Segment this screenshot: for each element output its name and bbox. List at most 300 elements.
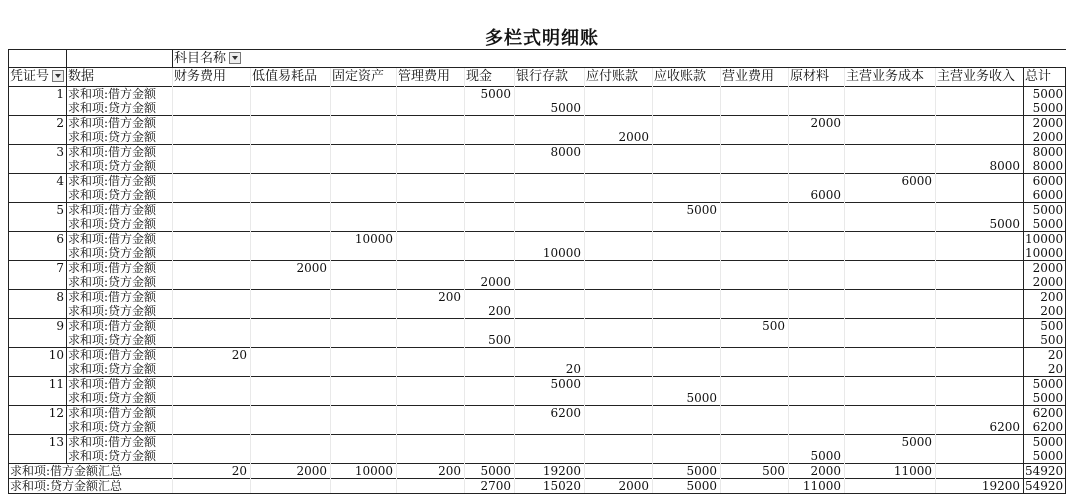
column-header: 主营业务收入 [936,68,1024,87]
data-label: 求和项:借方金额 [67,435,173,450]
value-cell [397,319,465,334]
value-cell [397,391,465,406]
value-cell [251,246,331,261]
value-cell [397,217,465,232]
value-cell [251,87,331,102]
value-cell: 5000 [936,217,1024,232]
value-cell [653,290,721,305]
value-cell [515,174,585,189]
voucher-number: 11 [9,377,67,392]
total-cell: 8000 [1024,145,1066,160]
value-cell [789,333,845,348]
value-cell [515,261,585,276]
total-cell: 8000 [1024,159,1066,174]
value-cell [397,304,465,319]
value-cell [251,145,331,160]
page-title: 多栏式明细账 [485,28,599,49]
total-cell: 500 [1024,333,1066,348]
value-cell: 500 [721,319,789,334]
value-cell [721,232,789,247]
value-cell [936,319,1024,334]
value-cell [789,217,845,232]
value-cell [789,290,845,305]
value-cell [465,435,515,450]
value-cell: 20 [515,362,585,377]
value-cell [397,362,465,377]
value-cell [397,261,465,276]
table-row [9,420,1066,435]
value-cell [845,377,936,392]
value-cell [789,420,845,435]
value-cell [936,145,1024,160]
voucher-number [9,333,67,348]
value-cell [515,275,585,290]
value-cell [173,87,251,102]
total-cell: 5000 [1024,87,1066,102]
value-cell: 5000 [465,87,515,102]
value-cell [721,188,789,203]
value-cell [251,232,331,247]
value-cell [721,435,789,450]
value-cell [397,159,465,174]
value-cell [173,333,251,348]
total-cell: 5000 [1024,101,1066,116]
voucher-number: 4 [9,174,67,189]
voucher-number [9,420,67,435]
voucher-number [9,275,67,290]
column-header: 银行存款 [515,68,585,87]
value-cell [331,275,397,290]
value-cell [397,116,465,131]
data-label: 求和项:贷方金额 [67,217,173,232]
value-cell [585,275,653,290]
data-label: 求和项:贷方金额 [67,101,173,116]
value-cell [331,159,397,174]
value-cell [251,333,331,348]
value-cell [465,348,515,363]
value-cell [173,290,251,305]
value-cell [251,116,331,131]
value-cell [789,232,845,247]
value-cell: 10000 [515,246,585,261]
value-cell [331,333,397,348]
value-cell [936,391,1024,406]
value-cell: 5000 [653,464,721,479]
value-cell [331,174,397,189]
value-cell [653,246,721,261]
value-cell: 11000 [845,464,936,479]
value-cell [721,203,789,218]
row-field-header[interactable] [9,68,67,87]
total-cell: 6200 [1024,420,1066,435]
voucher-number: 10 [9,348,67,363]
grand-total-label: 求和项:贷方金额汇总 [9,479,173,494]
value-cell [465,246,515,261]
value-cell: 5000 [653,203,721,218]
table-row [9,116,1066,131]
value-cell [515,333,585,348]
value-cell [173,217,251,232]
value-cell [936,290,1024,305]
value-cell [173,479,251,494]
value-cell [936,304,1024,319]
total-cell: 6000 [1024,188,1066,203]
value-cell [251,290,331,305]
voucher-number [9,362,67,377]
value-cell [845,362,936,377]
table-row [9,130,1066,145]
value-cell [331,145,397,160]
total-cell: 2000 [1024,275,1066,290]
value-cell [173,391,251,406]
value-cell [845,479,936,494]
voucher-number [9,188,67,203]
value-cell [585,333,653,348]
value-cell [936,261,1024,276]
value-cell [173,435,251,450]
value-cell [845,232,936,247]
value-cell [331,449,397,464]
value-cell [585,246,653,261]
value-cell [653,304,721,319]
value-cell: 200 [397,464,465,479]
value-cell [515,116,585,131]
value-cell: 500 [465,333,515,348]
table-row [9,391,1066,406]
grand-total-row [9,464,1066,479]
pivot-table [8,49,1066,494]
value-cell [789,130,845,145]
value-cell [653,333,721,348]
value-cell [251,275,331,290]
value-cell [936,116,1024,131]
voucher-number [9,246,67,261]
value-cell [653,420,721,435]
value-cell [465,159,515,174]
value-cell [331,362,397,377]
value-cell [721,391,789,406]
data-label: 求和项:贷方金额 [67,391,173,406]
total-cell: 5000 [1024,217,1066,232]
voucher-number [9,449,67,464]
value-cell [585,377,653,392]
value-cell [585,87,653,102]
value-cell [173,275,251,290]
value-cell [585,116,653,131]
value-cell [845,246,936,261]
value-cell [653,159,721,174]
voucher-number: 12 [9,406,67,421]
value-cell [465,145,515,160]
voucher-number: 1 [9,87,67,102]
total-cell: 6000 [1024,174,1066,189]
table-row [9,203,1066,218]
value-cell [331,391,397,406]
value-cell [397,479,465,494]
table-row [9,333,1066,348]
value-cell [653,449,721,464]
value-cell [845,116,936,131]
value-cell [721,479,789,494]
value-cell [251,420,331,435]
value-cell [585,290,653,305]
field-header-cell[interactable] [173,50,1066,68]
voucher-number: 9 [9,319,67,334]
value-cell [936,203,1024,218]
value-cell [251,174,331,189]
value-cell [721,145,789,160]
column-header: 主营业务成本 [845,68,936,87]
value-cell [397,275,465,290]
value-cell [465,290,515,305]
value-cell [397,130,465,145]
value-cell [653,406,721,421]
value-cell [173,116,251,131]
table-row [9,290,1066,305]
value-cell [331,101,397,116]
value-cell [465,319,515,334]
value-cell [936,174,1024,189]
value-cell [585,217,653,232]
value-cell [789,203,845,218]
value-cell [515,159,585,174]
value-cell: 11000 [789,479,845,494]
value-cell [721,362,789,377]
value-cell [465,391,515,406]
value-cell [845,159,936,174]
value-cell [721,174,789,189]
value-cell [251,203,331,218]
voucher-number: 5 [9,203,67,218]
value-cell [721,290,789,305]
total-cell: 2000 [1024,130,1066,145]
value-cell [789,391,845,406]
value-cell [845,275,936,290]
total-cell: 20 [1024,348,1066,363]
data-label: 求和项:贷方金额 [67,275,173,290]
value-cell: 200 [465,304,515,319]
row-field-label: 凭证号 [10,69,50,84]
value-cell [653,174,721,189]
value-cell [721,246,789,261]
value-cell [331,435,397,450]
value-cell: 10000 [331,464,397,479]
value-cell [397,348,465,363]
table-row [9,348,1066,363]
column-header: 财务费用 [173,68,251,87]
value-cell: 5000 [515,377,585,392]
value-cell [397,87,465,102]
value-cell: 2000 [585,130,653,145]
value-cell [585,420,653,435]
value-cell [515,130,585,145]
data-label: 求和项:借方金额 [67,377,173,392]
value-cell [173,362,251,377]
value-cell [653,319,721,334]
value-cell [173,101,251,116]
value-cell [789,377,845,392]
value-cell: 2000 [789,116,845,131]
voucher-number [9,101,67,116]
value-cell [251,188,331,203]
value-cell [789,174,845,189]
table-row [9,246,1066,261]
value-cell [789,348,845,363]
value-cell [515,304,585,319]
total-cell: 5000 [1024,449,1066,464]
value-cell: 8000 [515,145,585,160]
value-cell [585,261,653,276]
value-cell [721,275,789,290]
value-cell [397,333,465,348]
total-cell: 10000 [1024,232,1066,247]
value-cell [331,87,397,102]
value-cell [173,406,251,421]
table-row [9,449,1066,464]
value-cell [251,391,331,406]
value-cell [331,479,397,494]
value-cell [845,145,936,160]
value-cell [721,449,789,464]
value-cell [845,391,936,406]
value-cell [653,116,721,131]
total-cell: 500 [1024,319,1066,334]
data-label: 求和项:贷方金额 [67,420,173,435]
value-cell [721,377,789,392]
table-row [9,87,1066,102]
value-cell [465,406,515,421]
value-cell [465,188,515,203]
value-cell [173,174,251,189]
value-cell: 5000 [515,101,585,116]
value-cell [397,203,465,218]
table-row [9,377,1066,392]
value-cell: 2000 [465,275,515,290]
data-label: 求和项:贷方金额 [67,449,173,464]
voucher-number: 2 [9,116,67,131]
value-cell [721,261,789,276]
total-cell: 20 [1024,362,1066,377]
data-label: 求和项:借方金额 [67,319,173,334]
value-cell [397,145,465,160]
value-cell [845,203,936,218]
row-filter-dropdown-icon[interactable] [52,70,64,82]
value-cell [173,159,251,174]
value-cell [845,87,936,102]
column-header: 原材料 [789,68,845,87]
data-label: 求和项:贷方金额 [67,159,173,174]
value-cell [653,362,721,377]
value-cell [331,246,397,261]
value-cell [251,362,331,377]
column-header: 应收账款 [653,68,721,87]
value-cell [653,87,721,102]
value-cell [653,101,721,116]
value-cell: 2000 [251,261,331,276]
column-header-row [9,68,1066,87]
value-cell [845,319,936,334]
value-cell [789,319,845,334]
data-label: 求和项:借方金额 [67,116,173,131]
data-label: 求和项:借方金额 [67,145,173,160]
value-cell [465,116,515,131]
value-cell: 5000 [465,464,515,479]
value-cell [845,348,936,363]
value-cell: 6000 [789,188,845,203]
value-cell [251,304,331,319]
voucher-number [9,159,67,174]
value-cell [585,391,653,406]
value-cell [515,203,585,218]
voucher-number [9,130,67,145]
total-cell: 5000 [1024,203,1066,218]
value-cell [585,406,653,421]
field-filter-dropdown-icon[interactable] [229,52,241,64]
value-cell [465,449,515,464]
value-cell [789,87,845,102]
value-cell [936,377,1024,392]
value-cell [721,217,789,232]
value-cell [936,435,1024,450]
value-cell: 5000 [789,449,845,464]
table-row [9,406,1066,421]
grand-total-label: 求和项:借方金额汇总 [9,464,173,479]
value-cell [331,188,397,203]
value-cell [936,464,1024,479]
value-cell [585,348,653,363]
data-label: 求和项:借方金额 [67,232,173,247]
value-cell [173,130,251,145]
value-cell [331,420,397,435]
total-cell: 54920 [1024,464,1066,479]
value-cell [331,406,397,421]
value-cell [585,435,653,450]
value-cell [251,435,331,450]
table-row [9,145,1066,160]
value-cell [936,449,1024,464]
column-header: 固定资产 [331,68,397,87]
value-cell [515,420,585,435]
value-cell [721,304,789,319]
value-cell [465,217,515,232]
value-cell [465,420,515,435]
value-cell [585,159,653,174]
data-label: 求和项:贷方金额 [67,130,173,145]
value-cell [331,116,397,131]
value-cell [585,145,653,160]
value-cell [173,420,251,435]
value-cell [397,188,465,203]
value-cell [251,130,331,145]
value-cell: 6200 [936,420,1024,435]
column-header: 低值易耗品 [251,68,331,87]
value-cell [397,406,465,421]
column-header: 总计 [1024,68,1066,87]
grand-total-row [9,479,1066,494]
column-header: 营业费用 [721,68,789,87]
value-cell [331,290,397,305]
value-cell [173,261,251,276]
table-row [9,261,1066,276]
table-row [9,304,1066,319]
voucher-number [9,217,67,232]
value-cell: 15020 [515,479,585,494]
voucher-number: 8 [9,290,67,305]
value-cell [465,174,515,189]
voucher-number: 6 [9,232,67,247]
value-cell [465,101,515,116]
voucher-number: 3 [9,145,67,160]
